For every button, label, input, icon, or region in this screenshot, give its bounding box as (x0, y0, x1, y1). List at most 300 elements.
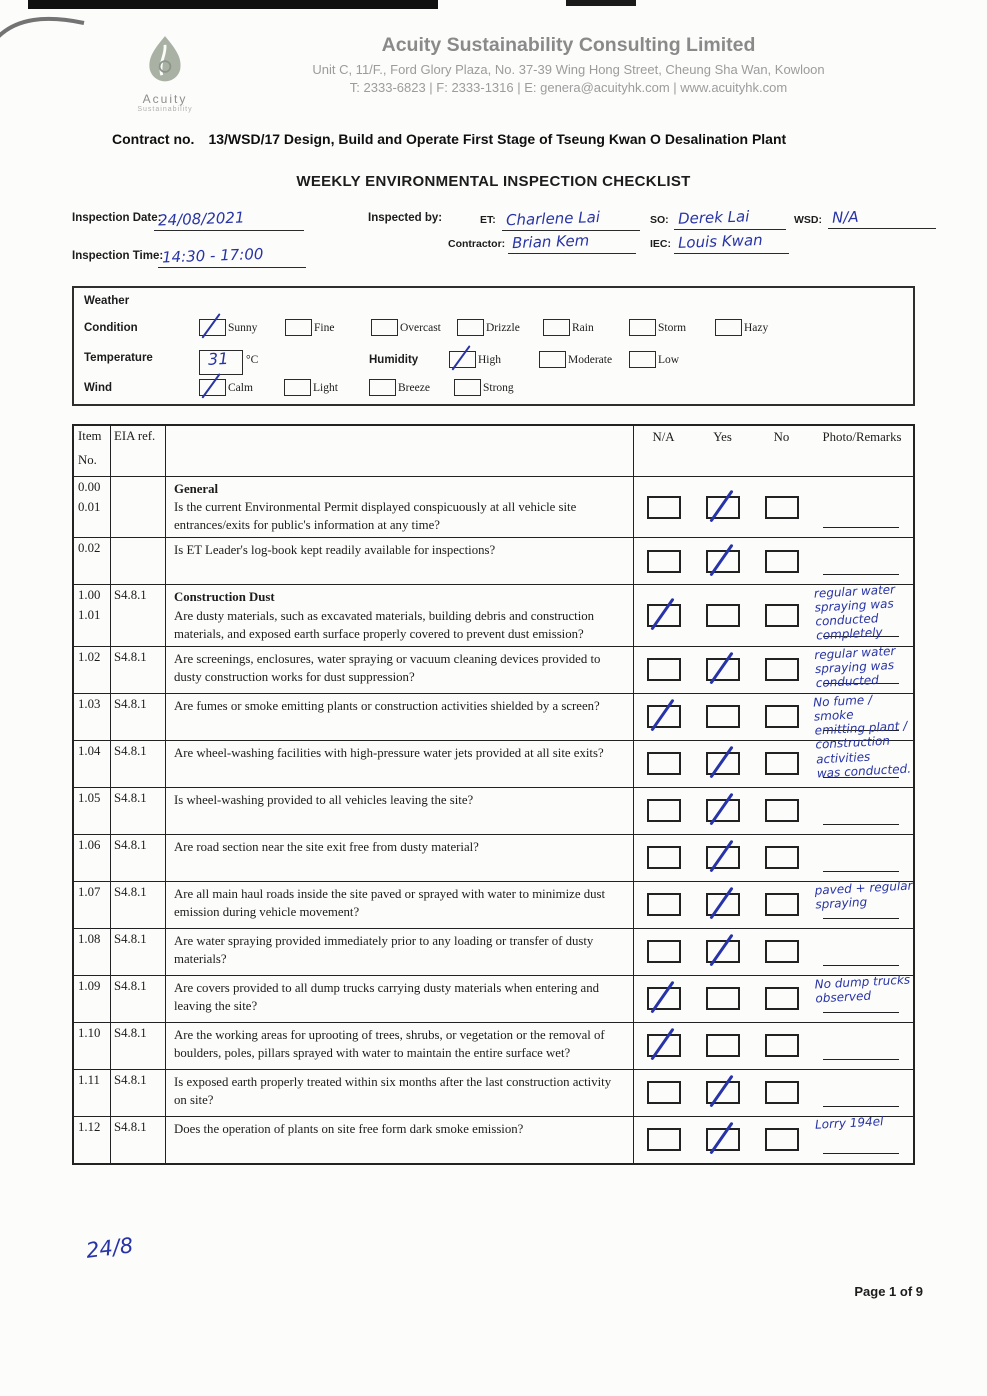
eia-ref: S4.8.1 (111, 694, 166, 740)
inspection-time-field[interactable] (158, 246, 306, 268)
yes-cell (693, 835, 752, 881)
inspection-date-handwriting: 24/08/2021 (157, 208, 245, 230)
no-checkbox[interactable] (765, 604, 799, 627)
pen-stroke-artifact (0, 6, 89, 48)
na-cell (634, 741, 693, 787)
inspection-date-field[interactable] (154, 209, 304, 231)
table-row (74, 878, 913, 929)
item-no: 0.02 (78, 541, 101, 556)
yes-cell (693, 788, 752, 834)
item-no-cell (74, 1023, 111, 1069)
weather-option[interactable] (629, 319, 715, 336)
table-row (74, 835, 913, 882)
contract-label: Contract no. (112, 131, 195, 147)
et-field[interactable] (502, 209, 640, 231)
question-text: Are dusty materials, such as excavated materials, building debris and construction materials, and exposed earth surface properly covered to prevent dust emission? (174, 608, 595, 641)
weather-option-label: Low (658, 353, 680, 366)
no-cell (752, 882, 811, 928)
table-body (74, 477, 913, 1163)
yes-cell (693, 882, 752, 928)
item-no-cell (74, 882, 111, 928)
condition-label: Condition (84, 322, 138, 334)
weather-option-label: Drizzle (486, 321, 520, 334)
na-cell (634, 477, 693, 537)
checkbox[interactable] (199, 319, 226, 336)
eia-ref: S4.8.1 (111, 1117, 166, 1163)
company-contact-line: T: 2333-6823 | F: 2333-1316 | E: genera@acuityhk.com | www.acuityhk.com (349, 80, 788, 95)
no-checkbox[interactable] (765, 550, 799, 573)
weather-option-label: Calm (228, 381, 253, 394)
no-cell (752, 477, 811, 537)
yes-cell (693, 1117, 752, 1163)
na-cell (634, 585, 693, 645)
no-checkbox[interactable] (765, 1034, 799, 1057)
yes-checkbox[interactable] (706, 496, 740, 519)
eia-ref (111, 538, 166, 584)
na-cell (634, 929, 693, 975)
yes-cell (693, 741, 752, 787)
no-cell (752, 647, 811, 693)
na-cell (634, 882, 693, 928)
weather-option-label: Storm (658, 321, 687, 334)
company-logo (110, 34, 220, 113)
temperature-unit: °C (246, 354, 259, 366)
wind-label: Wind (84, 382, 112, 394)
item-no-cell (74, 741, 111, 787)
weather-option[interactable] (449, 351, 539, 368)
yes-cell (693, 538, 752, 584)
na-checkbox[interactable] (647, 1081, 681, 1104)
eia-ref (111, 477, 166, 537)
temperature-label: Temperature (84, 352, 153, 364)
item-no: 1.03 (78, 696, 101, 711)
remarks-cell[interactable] (811, 972, 913, 1022)
question-text: Is wheel-washing provided to all vehicles leaving the site? (174, 792, 474, 807)
leaf-logo-icon (143, 34, 187, 86)
contractor-label: Contractor: (448, 238, 506, 250)
item-no-cell (74, 647, 111, 693)
question-cell (166, 788, 634, 834)
inspection-time-handwriting: 14:30 - 17:00 (161, 244, 264, 267)
remarks-cell[interactable] (811, 835, 913, 881)
na-cell (634, 1023, 693, 1069)
col-header-item: Item No. (74, 426, 111, 476)
weather-option-label: Overcast (400, 321, 441, 334)
et-handwriting: Charlene Lai (505, 207, 601, 230)
yes-checkbox[interactable] (706, 940, 740, 963)
yes-cell (693, 477, 752, 537)
condition-options (199, 319, 801, 336)
question-text: Are fumes or smoke emitting plants or construction activities shielded by a screen? (174, 698, 600, 713)
weather-option[interactable] (199, 379, 284, 396)
yes-checkbox[interactable] (706, 604, 740, 627)
yes-checkbox[interactable] (706, 1081, 740, 1104)
no-cell (752, 976, 811, 1022)
eia-ref: S4.8.1 (111, 882, 166, 928)
wsd-label: WSD: (794, 214, 822, 226)
yes-checkbox[interactable] (706, 705, 740, 728)
question-text: Are the working areas for uprooting of trees, shrubs, or vegetation or the removal of boulders, poles, pillars sprayed with water to maintain the entire surface wet? (174, 1027, 605, 1061)
item-no-cell (74, 477, 111, 537)
page-title: WEEKLY ENVIRONMENTAL INSPECTION CHECKLIST (296, 173, 691, 190)
yes-cell (693, 976, 752, 1022)
item-no: 1.04 (78, 743, 101, 758)
table-row (74, 741, 913, 788)
weather-option-label: Moderate (568, 353, 613, 366)
remarks-cell[interactable] (811, 477, 913, 537)
question-text: Are covers provided to all dump trucks carrying dusty materials when entering and leaving the site? (174, 980, 600, 1014)
weather-option-label: Light (313, 381, 338, 394)
humidity-options (449, 351, 719, 368)
no-cell (752, 788, 811, 834)
inspection-date-label: Inspection Date: (72, 212, 162, 224)
eia-ref: S4.8.1 (111, 647, 166, 693)
item-no: 0.01 (78, 500, 101, 514)
question-text: Does the operation of plants on site free form dark smoke emission? (174, 1121, 524, 1136)
section-title: Construction Dust (174, 590, 275, 605)
contract-value: 13/WSD/17 Design, Build and Operate First Stage of Tseung Kwan O Desalination Plant (208, 131, 787, 147)
no-cell (752, 1070, 811, 1116)
table-row (74, 929, 913, 976)
wind-options (199, 379, 539, 396)
question-cell (166, 835, 634, 881)
weather-option[interactable] (285, 319, 371, 336)
contract-line (112, 131, 987, 147)
remark-blank-line (823, 1106, 899, 1107)
no-checkbox[interactable] (765, 987, 799, 1010)
remark-blank-line (823, 918, 899, 919)
question-cell (166, 741, 634, 787)
na-checkbox[interactable] (647, 940, 681, 963)
scan-artifact-bar (28, 0, 438, 9)
yes-checkbox[interactable] (706, 799, 740, 822)
no-checkbox[interactable] (765, 752, 799, 775)
et-label: ET: (480, 214, 496, 226)
remark-blank-line (823, 1012, 899, 1013)
inspected-by-label: Inspected by: (368, 212, 443, 224)
no-cell (752, 538, 811, 584)
no-cell (752, 741, 811, 787)
weather-option[interactable] (629, 351, 719, 368)
remarks-cell[interactable] (811, 538, 913, 584)
so-label: SO: (650, 214, 669, 226)
remark-handwriting: paved + regular spraying (814, 878, 913, 912)
remarks-cell[interactable] (811, 788, 913, 834)
question-text: Are road section near the site exit free from dusty material? (174, 839, 479, 854)
col-header-description (166, 426, 634, 476)
question-text: Is the current Environmental Permit displayed conspicuously at all vehicle site entrances/exits for public's information at any time? (174, 500, 577, 533)
item-no: 1.10 (78, 1025, 101, 1040)
remark-blank-line (823, 574, 899, 575)
no-checkbox[interactable] (765, 705, 799, 728)
item-no-cell (74, 929, 111, 975)
remark-blank-line (823, 824, 899, 825)
na-checkbox[interactable] (647, 1128, 681, 1151)
remarks-cell[interactable] (811, 1114, 913, 1163)
checkbox[interactable] (454, 379, 481, 396)
table-row (74, 1070, 913, 1117)
no-checkbox[interactable] (765, 799, 799, 822)
contractor-handwriting: Brian Kem (511, 231, 590, 253)
col-header-remarks: Photo/Remarks (822, 430, 902, 444)
letterhead (0, 0, 987, 113)
wsd-field[interactable] (828, 207, 936, 229)
weather-option-label: Hazy (744, 321, 769, 334)
remark-handwriting: regular water spraying was conducted (813, 643, 896, 691)
remarks-cell[interactable] (811, 1023, 913, 1069)
question-cell (166, 585, 634, 645)
iec-label: IEC: (650, 238, 671, 250)
logo-wordmark: Acuity (142, 92, 188, 106)
item-no: 1.01 (78, 608, 101, 623)
remark-handwriting: No fume / smoke emitting plant / construction activities was conducted. (812, 692, 912, 781)
remark-blank-line (823, 965, 899, 966)
remarks-cell[interactable] (811, 929, 913, 975)
na-checkbox[interactable] (647, 893, 681, 916)
question-cell (166, 694, 634, 740)
na-checkbox[interactable] (647, 550, 681, 573)
na-checkbox[interactable] (647, 1034, 681, 1057)
question-text: Are water spraying provided immediately prior to any loading or transfer of dusty materials? (174, 933, 594, 967)
table-row (74, 643, 913, 694)
eia-ref: S4.8.1 (111, 741, 166, 787)
weather-option[interactable] (539, 351, 629, 368)
company-name: Acuity Sustainability Consulting Limited (381, 34, 756, 56)
na-checkbox[interactable] (647, 604, 681, 627)
no-cell (752, 1023, 811, 1069)
remark-handwriting: Lorry 194el (814, 1114, 884, 1132)
yes-cell (693, 585, 752, 645)
checkbox[interactable] (457, 319, 484, 336)
no-cell (752, 929, 811, 975)
item-no: 1.08 (78, 931, 101, 946)
temperature-handwriting: 31 (207, 348, 229, 369)
eia-ref: S4.8.1 (111, 1023, 166, 1069)
item-no-cell (74, 538, 111, 584)
item-no-cell (74, 1117, 111, 1163)
weather-option-label: Rain (572, 321, 594, 334)
question-text: Is exposed earth properly treated within six months after the last construction activity on site? (174, 1074, 612, 1108)
question-text: Are screenings, enclosures, water spraying or vacuum cleaning devices provided to dusty construction works for dust suppression? (174, 651, 601, 685)
scan-artifact-bar (566, 0, 636, 6)
checkbox[interactable] (371, 319, 398, 336)
question-cell (166, 1023, 634, 1069)
question-cell (166, 1117, 634, 1163)
checkbox[interactable] (629, 319, 656, 336)
na-cell (634, 647, 693, 693)
item-no: 1.09 (78, 978, 101, 993)
remark-handwriting: regular water spraying was conducted completely (813, 582, 896, 644)
col-header-eia: EIA ref. (111, 426, 166, 476)
checkbox[interactable] (449, 351, 476, 368)
remarks-cell[interactable] (811, 582, 913, 645)
remark-blank-line (823, 871, 899, 872)
weather-option[interactable] (369, 379, 454, 396)
item-no-cell (74, 1070, 111, 1116)
checkbox[interactable] (285, 319, 312, 336)
yes-checkbox[interactable] (706, 1128, 740, 1151)
col-header-yes: Yes (713, 430, 732, 444)
so-field[interactable] (674, 208, 786, 230)
table-row (74, 972, 913, 1023)
temperature-row (74, 348, 913, 378)
yes-checkbox[interactable] (706, 987, 740, 1010)
question-cell (166, 976, 634, 1022)
yes-cell (693, 929, 752, 975)
no-cell (752, 835, 811, 881)
yes-checkbox[interactable] (706, 550, 740, 573)
item-no: 1.12 (78, 1119, 101, 1134)
col-header-no: No (773, 430, 790, 444)
eia-ref: S4.8.1 (111, 976, 166, 1022)
inspection-info-block (72, 208, 915, 274)
weather-option[interactable] (371, 319, 457, 336)
contractor-field[interactable] (508, 232, 636, 254)
yes-checkbox[interactable] (706, 893, 740, 916)
weather-section (72, 286, 915, 406)
remarks-cell[interactable] (811, 878, 913, 928)
eia-ref: S4.8.1 (111, 929, 166, 975)
logo-subtitle: Sustainability (137, 106, 193, 113)
na-checkbox[interactable] (647, 658, 681, 681)
no-checkbox[interactable] (765, 658, 799, 681)
item-no: 1.05 (78, 790, 101, 805)
weather-option-label: Breeze (398, 381, 430, 394)
checkbox[interactable] (369, 379, 396, 396)
na-cell (634, 1117, 693, 1163)
yes-checkbox[interactable] (706, 658, 740, 681)
iec-field[interactable] (674, 232, 789, 254)
no-checkbox[interactable] (765, 846, 799, 869)
remark-blank-line (823, 527, 899, 528)
item-no: 1.06 (78, 837, 101, 852)
page-number: Page 1 of 9 (854, 1284, 923, 1299)
weather-option[interactable] (454, 379, 539, 396)
humidity-label: Humidity (369, 354, 419, 366)
yes-cell (693, 1023, 752, 1069)
table-row (74, 582, 913, 646)
yes-checkbox[interactable] (706, 1034, 740, 1057)
na-cell (634, 835, 693, 881)
question-cell (166, 477, 634, 537)
remark-blank-line (823, 1153, 899, 1154)
yes-checkbox[interactable] (706, 846, 740, 869)
yes-cell (693, 1070, 752, 1116)
remarks-cell[interactable] (811, 643, 913, 693)
na-checkbox[interactable] (647, 752, 681, 775)
item-no-cell (74, 788, 111, 834)
inspection-time-label: Inspection Time: (72, 250, 164, 262)
table-row (74, 538, 913, 585)
no-checkbox[interactable] (765, 496, 799, 519)
table-row (74, 1023, 913, 1070)
na-checkbox[interactable] (647, 496, 681, 519)
temperature-field[interactable] (199, 350, 243, 375)
no-cell (752, 585, 811, 645)
item-no-cell (74, 585, 111, 645)
remarks-cell[interactable] (811, 692, 913, 781)
item-no: 1.00 (78, 588, 101, 603)
na-cell (634, 788, 693, 834)
question-cell (166, 929, 634, 975)
eia-ref: S4.8.1 (111, 1070, 166, 1116)
na-checkbox[interactable] (647, 987, 681, 1010)
no-checkbox[interactable] (765, 940, 799, 963)
weather-option-label: High (478, 353, 501, 366)
table-header-row (74, 426, 913, 477)
yes-checkbox[interactable] (706, 752, 740, 775)
question-text: Are wheel-washing facilities with high-pressure water jets provided at all site exits? (174, 745, 604, 760)
question-cell (166, 1070, 634, 1116)
remark-blank-line (823, 1059, 899, 1060)
na-cell (634, 538, 693, 584)
item-no-cell (74, 976, 111, 1022)
item-no: 0.00 (78, 480, 101, 494)
remark-handwriting: No dump trucks observed (814, 972, 911, 1006)
handwritten-page-note: 24/8 (84, 1233, 135, 1263)
weather-option[interactable] (543, 319, 629, 336)
weather-option[interactable] (199, 319, 285, 336)
no-checkbox[interactable] (765, 1128, 799, 1151)
checkbox[interactable] (543, 319, 570, 336)
item-no: 1.11 (78, 1072, 100, 1087)
iec-handwriting: Louis Kwan (677, 230, 763, 252)
col-header-na: N/A (652, 430, 675, 444)
checkbox[interactable] (629, 351, 656, 368)
item-no-cell (74, 694, 111, 740)
no-cell (752, 694, 811, 740)
checklist-table (72, 424, 915, 1165)
question-cell (166, 538, 634, 584)
checkbox[interactable] (539, 351, 566, 368)
question-text: Are all main haul roads inside the site paved or sprayed with water to minimize dust emission during vehicle movement? (174, 886, 606, 920)
checkbox[interactable] (715, 319, 742, 336)
na-checkbox[interactable] (647, 846, 681, 869)
na-cell (634, 1070, 693, 1116)
eia-ref: S4.8.1 (111, 788, 166, 834)
table-row (74, 1114, 913, 1163)
checkbox[interactable] (284, 379, 311, 396)
weather-option[interactable] (284, 379, 369, 396)
wsd-handwriting: N/A (831, 207, 859, 227)
weather-option-label: Fine (314, 321, 335, 334)
company-address: Unit C, 11/F., Ford Glory Plaza, No. 37-39 Wing Hong Street, Cheung Sha Wan, Kowloon (312, 62, 825, 77)
eia-ref: S4.8.1 (111, 585, 166, 645)
table-row (74, 477, 913, 538)
remarks-cell[interactable] (811, 1070, 913, 1116)
yes-cell (693, 647, 752, 693)
weather-label: Weather (84, 295, 130, 307)
weather-option[interactable] (457, 319, 543, 336)
item-no: 1.02 (78, 649, 101, 664)
no-checkbox[interactable] (765, 893, 799, 916)
weather-option[interactable] (715, 319, 801, 336)
na-cell (634, 976, 693, 1022)
yes-cell (693, 694, 752, 740)
na-checkbox[interactable] (647, 799, 681, 822)
no-checkbox[interactable] (765, 1081, 799, 1104)
question-cell (166, 882, 634, 928)
no-cell (752, 1117, 811, 1163)
so-handwriting: Derek Lai (677, 207, 750, 228)
question-text: Is ET Leader's log-book kept readily available for inspections? (174, 543, 496, 558)
question-cell (166, 647, 634, 693)
checkbox[interactable] (199, 379, 226, 396)
na-cell (634, 694, 693, 740)
weather-option-label: Sunny (228, 321, 258, 334)
na-checkbox[interactable] (647, 705, 681, 728)
table-row (74, 788, 913, 835)
